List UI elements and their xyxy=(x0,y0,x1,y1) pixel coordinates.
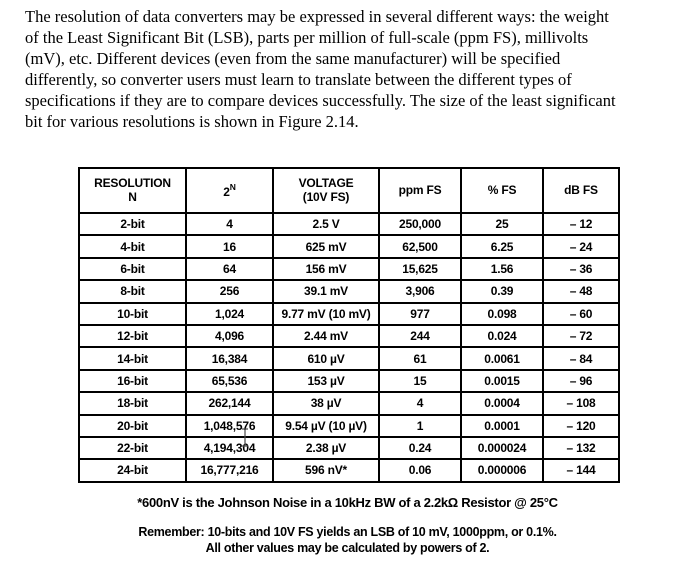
table-cell: 2-bit xyxy=(79,213,186,235)
col-header-db-fs: dB FS xyxy=(543,168,619,213)
table-cell: 2.5 V xyxy=(273,213,379,235)
table-cell: 1,024 xyxy=(186,303,273,325)
table-cell: 4 xyxy=(379,392,461,414)
table-cell: 0.24 xyxy=(379,437,461,459)
table-cell: 153 µV xyxy=(273,370,379,392)
table-cell: – 144 xyxy=(543,459,619,481)
table-cell: 61 xyxy=(379,347,461,369)
paragraph-line: bit for various resolutions is shown in Figure 2.14. xyxy=(25,111,359,131)
table-cell: – 72 xyxy=(543,325,619,347)
table-cell: 15,625 xyxy=(379,258,461,280)
table-footnote: *600nV is the Johnson Noise in a 10kHz BW of a 2.2kΩ Resistor @ 25°C xyxy=(137,495,558,510)
table-cell: 10-bit xyxy=(79,303,186,325)
table-row xyxy=(79,347,619,369)
table-cell: 2.38 µV xyxy=(273,437,379,459)
table-cell: 0.0015 xyxy=(461,370,543,392)
table-cell: 0.098 xyxy=(461,303,543,325)
table-cell: – 36 xyxy=(543,258,619,280)
table-cell: 0.0001 xyxy=(461,415,543,437)
table-row xyxy=(79,437,619,459)
col-header-resolution xyxy=(79,168,186,213)
table-cell: 4 xyxy=(186,213,273,235)
table-cell: – 120 xyxy=(543,415,619,437)
intro-paragraph xyxy=(25,7,616,132)
paragraph-line: specifications if they are to compare devices successfully. The size of the least significant xyxy=(25,90,616,110)
table-row xyxy=(79,370,619,392)
table-cell: – 60 xyxy=(543,303,619,325)
lsb-resolution-table xyxy=(78,167,620,483)
remember-line: All other values may be calculated by powers of 2. xyxy=(205,540,490,555)
remember-note xyxy=(0,525,695,556)
table-cell: 16-bit xyxy=(79,370,186,392)
table-cell: 22-bit xyxy=(79,437,186,459)
table-cell: 0.06 xyxy=(379,459,461,481)
table-cell: 250,000 xyxy=(379,213,461,235)
table-row xyxy=(79,235,619,257)
paragraph-line: (mV), etc. Different devices (even from the same manufacturer) will be specified xyxy=(25,48,561,68)
table-cell: 25 xyxy=(461,213,543,235)
col-header-ppm-fs: ppm FS xyxy=(379,168,461,213)
table-cell: 977 xyxy=(379,303,461,325)
table-cell: – 96 xyxy=(543,370,619,392)
table-cell: – 24 xyxy=(543,235,619,257)
remember-line: Remember: 10-bits and 10V FS yields an LSB of 10 mV, 1000ppm, or 0.1%. xyxy=(138,525,557,539)
table-header xyxy=(79,168,619,213)
table-cell: – 84 xyxy=(543,347,619,369)
table-cell: 16 xyxy=(186,235,273,257)
table-cell: – 48 xyxy=(543,280,619,302)
table-row xyxy=(79,415,619,437)
col-header-percent-fs: % FS xyxy=(461,168,543,213)
table-cell: 596 nV* xyxy=(273,459,379,481)
paragraph-line: of the Least Significant Bit (LSB), parts per million of full-scale (ppm FS), millivolts xyxy=(25,27,589,47)
col-header-voltage xyxy=(273,168,379,213)
table-cell: 64 xyxy=(186,258,273,280)
table-row xyxy=(79,303,619,325)
table-cell: 20-bit xyxy=(79,415,186,437)
paragraph-line: The resolution of data converters may be expressed in several different ways: the weight xyxy=(25,7,609,26)
power-base: 2 xyxy=(223,184,230,199)
table-cell: 2.44 mV xyxy=(273,325,379,347)
table-cell: 0.39 xyxy=(461,280,543,302)
table-cell: 65,536 xyxy=(186,370,273,392)
table-cell: 62,500 xyxy=(379,235,461,257)
table-cell: 262,144 xyxy=(186,392,273,414)
table-cell: 16,777,216 xyxy=(186,459,273,481)
header-line: (10V FS) xyxy=(302,189,350,204)
table-cell: 9.54 µV (10 µV) xyxy=(273,415,379,437)
table-cell: 1,048,576 xyxy=(186,415,273,437)
header-line: VOLTAGE xyxy=(298,176,354,190)
table-cell: 12-bit xyxy=(79,325,186,347)
table-cell: 9.77 mV (10 mV) xyxy=(273,303,379,325)
table-cell: 0.000024 xyxy=(461,437,543,459)
table-cell: 1.56 xyxy=(461,258,543,280)
table-row xyxy=(79,459,619,481)
header-line: RESOLUTION xyxy=(94,176,171,190)
table-cell: 15 xyxy=(379,370,461,392)
table-cell: 0.024 xyxy=(461,325,543,347)
table-row xyxy=(79,258,619,280)
table-cell: 14-bit xyxy=(79,347,186,369)
table-cell: 156 mV xyxy=(273,258,379,280)
table-cell: 24-bit xyxy=(79,459,186,481)
table-cell: 4,096 xyxy=(186,325,273,347)
table-cell: 8-bit xyxy=(79,280,186,302)
table-cell: 3,906 xyxy=(379,280,461,302)
table-row xyxy=(79,325,619,347)
table-cell: 4-bit xyxy=(79,235,186,257)
table-cell: – 12 xyxy=(543,213,619,235)
table-row xyxy=(79,280,619,302)
header-row xyxy=(79,168,619,213)
table-body xyxy=(79,213,619,482)
table-cell: 4,194,304 xyxy=(186,437,273,459)
table-cell: 625 mV xyxy=(273,235,379,257)
table-cell: – 108 xyxy=(543,392,619,414)
text-cursor-icon xyxy=(240,428,250,447)
table-cell: 0.000006 xyxy=(461,459,543,481)
table-cell: 1 xyxy=(379,415,461,437)
table-cell: 39.1 mV xyxy=(273,280,379,302)
power-exponent: N xyxy=(229,181,236,192)
paragraph-line: differently, so converter users must learn to translate between the different types of xyxy=(25,69,572,89)
table-cell: 256 xyxy=(186,280,273,302)
table-row xyxy=(79,213,619,235)
table-cell: – 132 xyxy=(543,437,619,459)
header-line: N xyxy=(128,189,137,204)
table-cell: 0.0061 xyxy=(461,347,543,369)
table-row xyxy=(79,392,619,414)
table-cell: 16,384 xyxy=(186,347,273,369)
table-cell: 6.25 xyxy=(461,235,543,257)
table-cell: 38 µV xyxy=(273,392,379,414)
table-cell: 6-bit xyxy=(79,258,186,280)
table-cell: 0.0004 xyxy=(461,392,543,414)
table-cell: 18-bit xyxy=(79,392,186,414)
table-cell: 244 xyxy=(379,325,461,347)
table-cell: 610 µV xyxy=(273,347,379,369)
col-header-power-of-two xyxy=(186,168,273,213)
